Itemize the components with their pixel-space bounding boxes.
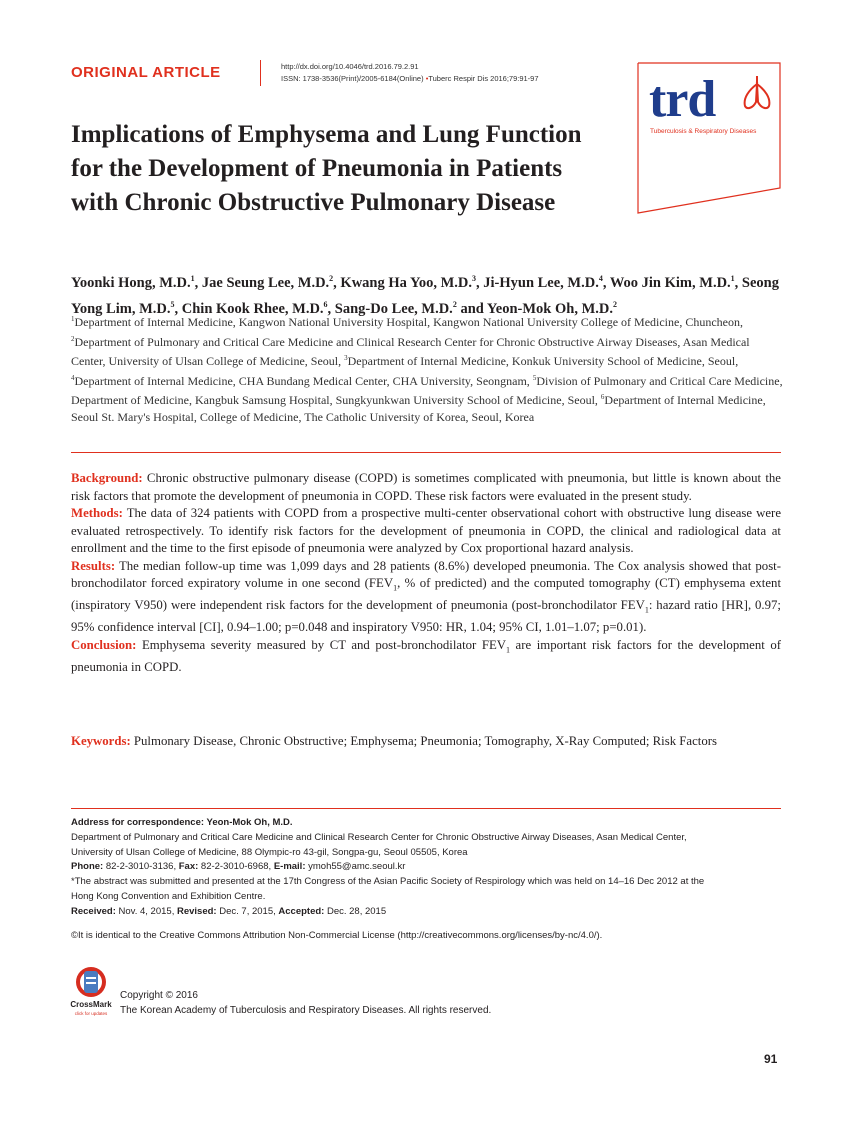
affil-number: 3 (344, 354, 348, 363)
affil-text: Department of Internal Medicine, Kangwon National University Hospital, Kangwon National University College of Medicine, Chuncheon, (74, 315, 744, 329)
affil-text: Department of Internal Medicine, CHA Bundang Medical Center, CHA University, Seongnam, (74, 373, 533, 388)
author: , Seong Yong Lim, M.D. (71, 274, 779, 317)
copyright-block (120, 988, 491, 1018)
author-affil-sup: 2 (612, 299, 617, 309)
fev-subscript: 1 (644, 605, 649, 615)
phone-value: 82-2-3010-3136, (103, 861, 179, 873)
affil-number: 4 (71, 373, 75, 382)
affil-number: 2 (71, 334, 75, 343)
author: , Sang-Do Lee, M.D. (327, 300, 453, 317)
article-type-label: ORIGINAL ARTICLE (71, 64, 221, 81)
crossmark-badge[interactable] (70, 965, 112, 1017)
conclusion-text: are important risk factors for the development of pneumonia in COPD. (71, 637, 781, 674)
journal-logo-subtitle: Tuberculosis & Respiratory Diseases (650, 128, 757, 135)
crossmark-label: CrossMark (70, 1000, 112, 1009)
results-text: : hazard ratio [HR], 0.97; 95% confidence interval [CI], 0.94–1.00; p=0.048 and inspiratory V950: HR, 1.04; 95% CI, 1.01–1.07; p=0.01). (71, 598, 781, 635)
issn-line (281, 73, 539, 84)
author: , Jae Seung Lee, M.D. (194, 274, 330, 291)
results-text: The median follow-up time was 1,099 days and 28 patients (8.6%) developed pneumonia. The Cox analysis showed that post-bronchodilator forced expiratory volume in one second (FEV (71, 558, 781, 590)
lung-icon (745, 76, 770, 108)
issn-text: ISSN: 1738-3536(Print)/2005-6184(Online) (281, 74, 424, 83)
revised-label: Revised: (176, 905, 217, 917)
correspondence-address: University of Ulsan College of Medicine, 88 Olympic-ro 43-gil, Songpa-gu, Seoul 05505, Korea (71, 846, 468, 858)
received-date: Nov. 4, 2015, (115, 905, 177, 917)
abstract-background (71, 470, 781, 505)
author: , Ji-Hyun Lee, M.D. (476, 274, 599, 291)
accepted-label: Accepted: (278, 905, 325, 917)
accepted-date: Dec. 28, 2015 (324, 905, 387, 917)
author: , Chin Kook Rhee, M.D. (174, 300, 324, 317)
affiliations (71, 311, 783, 426)
abstract-top-divider (71, 452, 781, 453)
abstract-conclusion (71, 637, 781, 677)
background-label: Background: (71, 471, 143, 485)
conclusion-text: Emphysema severity measured by CT and post-bronchodilator FEV (136, 637, 507, 652)
header-divider (260, 60, 261, 86)
title-line: with Chronic Obstructive Pulmonary Disease (71, 189, 556, 216)
doi-link[interactable]: http://dx.doi.org/10.4046/trd.2016.79.2.91 (281, 62, 419, 71)
author: Yoonki Hong, M.D. (71, 274, 191, 291)
congress-note: Hong Kong Convention and Exhibition Centre. (71, 890, 266, 902)
affil-text: Department of Internal Medicine, Seoul St. Mary's Hospital, College of Medicine, The Catholic University of Korea, Seoul, Korea (71, 393, 766, 424)
license-statement: ©It is identical to the Creative Commons Attribution Non-Commercial License (http://creativecommons.org/licenses/by-nc/4.0/). (71, 930, 603, 941)
keywords-text: Pulmonary Disease, Chronic Obstructive; Emphysema; Pneumonia; Tomography, X-Ray Computed; Risk Factors (130, 734, 717, 748)
journal-logo: trd (649, 71, 716, 128)
email-label: E-mail: (273, 861, 306, 873)
affil-text: Department of Pulmonary and Critical Care Medicine and Clinical Research Center for Chronic Obstructive Airway Diseases, Asan Medical Center, University of Ulsan College of Medicine, Seoul, (71, 334, 750, 369)
author: , Woo Jin Kim, M.D. (602, 274, 731, 291)
fev-subscript: 1 (393, 583, 398, 593)
title-line: for the Development of Pneumonia in Patients (71, 155, 563, 182)
article-title (71, 118, 631, 220)
conclusion-label: Conclusion: (71, 637, 137, 652)
footer-divider (71, 808, 781, 809)
author-affil-sup: 2 (329, 274, 334, 283)
received-label: Received: (71, 905, 116, 917)
email-link[interactable]: ymoh55@amc.seoul.kr (305, 861, 406, 873)
abstract-methods (71, 505, 781, 558)
keywords-label: Keywords: (71, 734, 131, 748)
page-number: 91 (764, 1052, 778, 1066)
contact-line (71, 860, 783, 875)
affil-number: 5 (532, 373, 537, 382)
revised-date: Dec. 7, 2015, (216, 905, 279, 917)
background-text: Chronic obstructive pulmonary disease (COPD) is sometimes complicated with pneumonia, but little is known about the risk factors that promote the development of pneumonia in COPD. These risk factors were evaluated in the present study. (71, 471, 781, 503)
dates-line (71, 905, 783, 920)
author: and Yeon-Mok Oh, M.D. (456, 300, 613, 317)
abstract (71, 470, 781, 676)
crossmark-sub: click for updates (74, 1011, 108, 1016)
bullet-icon: • (425, 74, 429, 83)
methods-text: The data of 324 patients with COPD from a prospective multi-center observational cohort with obstructive lung disease were evaluated retrospectively. To identify risk factors for the development of pneumonia in COPD, the clinical and radiological data at enrollment and the time to the first episode of pneumonia were analyzed by Cox proportional hazard analysis. (71, 506, 781, 555)
author-affil-sup: 4 (598, 274, 603, 283)
affil-text: Division of Pulmonary and Critical Care Medicine, Department of Medicine, Kangbuk Samsung Hospital, Sungkyunkwan University School of Medicine, Seoul, (71, 373, 783, 408)
copyright-line: The Korean Academy of Tuberculosis and Respiratory Diseases. All rights reserved. (120, 1005, 492, 1016)
fax-label: Fax: (178, 861, 199, 873)
fev-subscript: 1 (506, 645, 511, 655)
results-text: , % of predicted) and the computed tomography (CT) emphysema extent (inspiratory V950) were independent risk factors for the development of pneumonia (post-bronchodilator FEV (71, 576, 782, 613)
correspondence-address: Department of Pulmonary and Critical Care Medicine and Clinical Research Center for Chronic Obstructive Airway Diseases, Asan Medical Center, (71, 831, 687, 843)
correspondence-block (71, 816, 783, 920)
phone-label: Phone: (71, 861, 104, 873)
author: , Kwang Ha Yoo, M.D. (333, 274, 472, 291)
abstract-results (71, 558, 781, 637)
fax-value: 82-2-3010-6968, (198, 861, 274, 873)
copyright-line: Copyright © 2016 (120, 990, 198, 1001)
affil-number: 1 (71, 315, 75, 323)
results-label: Results: (71, 558, 116, 573)
author-affil-sup: 1 (190, 274, 195, 283)
author-affil-sup: 3 (472, 274, 476, 283)
author-affil-sup: 2 (452, 299, 457, 309)
affil-text: Department of Internal Medicine, Konkuk University School of Medicine, Seoul, (347, 354, 739, 369)
author-affil-sup: 6 (323, 299, 328, 309)
keywords (71, 733, 781, 751)
congress-note: *The abstract was submitted and presented at the 17th Congress of the Asian Pacific Society of Respirology which was held on 14–16 Dec 2012 at the (71, 876, 705, 888)
author-affil-sup: 5 (170, 299, 175, 309)
author-affil-sup: 1 (730, 274, 735, 283)
methods-label: Methods: (71, 506, 123, 520)
crossmark-icon (76, 967, 106, 997)
journal-reference: Tuberc Respir Dis 2016;79:91-97 (428, 74, 539, 83)
affil-number: 6 (600, 393, 605, 402)
title-line: Implications of Emphysema and Lung Function (71, 121, 582, 148)
correspondence-heading: Address for correspondence: Yeon-Mok Oh, M.D. (71, 817, 293, 828)
